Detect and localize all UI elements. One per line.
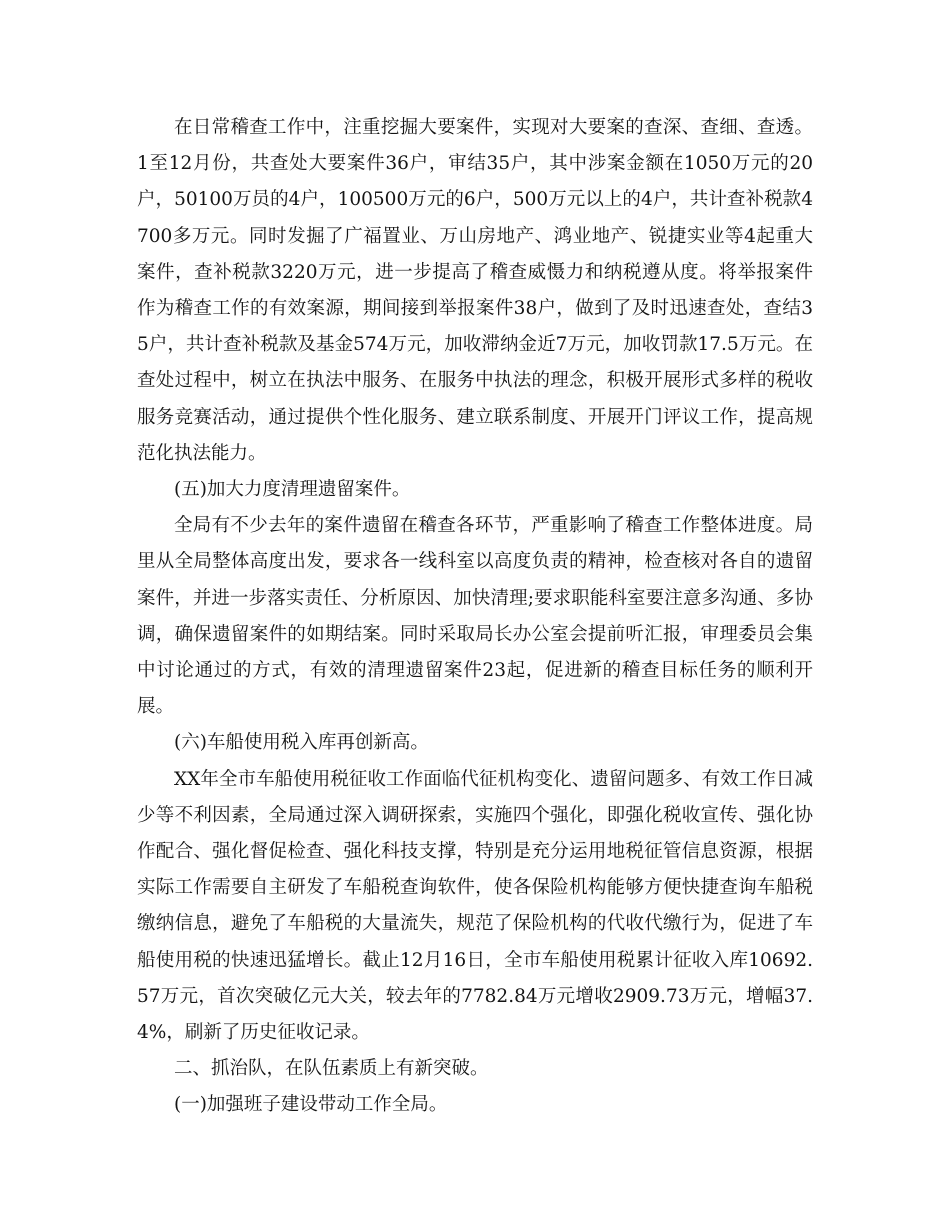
paragraph-vehicle-tax: XX年全市车船使用税征收工作面临代征机构变化、遗留问题多、有效工作日减少等不利因素，全局通过深入调研探索，实施四个强化，即强化税收宣传、强化协作配合、强化督促检查、强化科技支撑，特别是充分运用地税征管信息资源，根据实际工作需要自主研发了车船税查询软件，使各保险机构能够方便快捷查询车船税缴纳信息，避免了车船税的大量流失，规范了保险机构的代收代缴行为，促进了车船使用税的快速迅猛增长。截止12月16日，全市车船使用税累计征收入库10692.57万元，首次突破亿元大关，较去年的7782.84万元增收2909.73万元，增幅37.4%，刷新了历史征收记录。 xyxy=(137,768,813,1044)
section-heading-2: 二、抓治队，在队伍素质上有新突破。 xyxy=(174,1058,489,1080)
paragraph-legacy-cases: 全局有不少去年的案件遗留在稽查各环节，严重影响了稽查工作整体进度。局里从全局整体高度出发，要求各一线科室以高度负责的精神，检查核对各自的遗留案件，并进一步落实责任、分析原因、加快清理;要求职能科室要注意多沟通、多协调，确保遗留案件的如期结案。同时采取局长办公室会提前听汇报，审理委员会集中讨论通过的方式，有效的清理遗留案件23起，促进新的稽查目标任务的顺利开展。 xyxy=(137,515,813,718)
paragraph-major-cases: 在日常稽查工作中，注重挖掘大要案件，实现对大要案的查深、查细、查透。1至12月份，共查处大要案件36户，审结35户，其中涉案金额在1050万元的20户，50100万员的4户，100500万元的6户，500万元以上的4户，共计查补税款4700多万元。同时发掘了广福置业、万山房地产、鸿业地产、锐捷实业等4起重大案件，查补税款3220万元，进一步提高了稽查威慑力和纳税遵从度。将举报案件作为稽查工作的有效案源，期间接到举报案件38户，做到了及时迅速查处，查结35户，共计查补税款及基金574万元，加收滞纳金近7万元，加收罚款17.5万元。在查处过程中，树立在执法中服务、在服务中执法的理念，积极开展形式多样的税收服务竞赛活动，通过提供个性化服务、建立联系制度、开展开门评议工作，提高规范化执法能力。 xyxy=(137,117,813,464)
document-body xyxy=(137,110,813,1124)
section-heading-5: (五)加大力度清理遗留案件。 xyxy=(174,479,411,501)
subsection-heading-1: (一)加强班子建设带动工作全局。 xyxy=(174,1094,448,1116)
section-heading-6: (六)车船使用税入库再创新高。 xyxy=(174,732,429,754)
